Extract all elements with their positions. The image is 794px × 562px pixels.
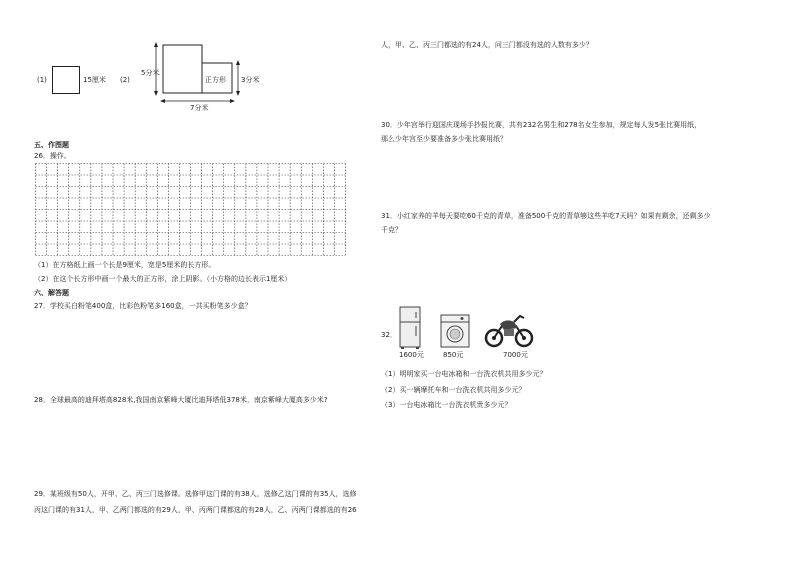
figure-2-label: (2) <box>120 76 130 84</box>
square-side-label-2: 3分米 <box>241 76 260 84</box>
question-26-sub2: （2）在这个长方形中画一个最大的正方形，涂上阴影。（小方格的边长表示1厘米） <box>34 275 292 283</box>
question-28: 28．全球最高的迪拜塔高828米,我国南京紫峰大厦比迪拜塔低378米，南京紫峰大厦高多少米? <box>34 396 328 404</box>
question-29-line3: 人，甲、乙、丙三门都选的有24人，问三门都没有选的人数有多少？ <box>381 41 593 49</box>
question-32-sub3: （3）一台电冰箱比一台洗衣机贵多少元？ <box>381 401 512 409</box>
square-name-label: 正方形 <box>205 76 226 84</box>
question-31-line1: 31．小红家养的羊每天要吃60千克的青草，准备500千克的青草够这些羊吃7天吗？如果有剩余，还剩多少 <box>381 212 711 220</box>
question-26: 26．操作。 <box>34 152 71 160</box>
question-29-line2: 丙这门课的有31人，甲、乙两门都选的有29人，甲、丙两门课都选的有28人，乙、丙两门课都选的有26 <box>34 506 357 514</box>
figure-1-label: (1) <box>37 76 47 84</box>
height-label: 5分米 <box>141 69 160 77</box>
question-29-line1: 29．某班级有50人，开甲、乙、丙三门选修课。选修甲这门课的有38人，选修乙这门课的有35人，选修 <box>34 490 357 498</box>
width-label: 7分米 <box>190 104 209 112</box>
question-30-line1: 30．少年宫举行迎国庆现场手抄报比赛，共有232名男生和278名女生参加，规定每人发5张比赛用纸， <box>381 121 702 129</box>
motorcycle-icon <box>484 312 534 348</box>
question-27: 27．学校买白粉笔400盒，比彩色粉笔多160盒，一共买粉笔多少盒？ <box>34 302 252 310</box>
motorcycle-price: 7000元 <box>503 351 528 359</box>
question-32-sub2: （2）买一辆摩托车和一台洗衣机共用多少元？ <box>381 386 526 394</box>
square-side-label: 15厘米 <box>83 76 106 84</box>
question-32-sub1: （1）明明家买一台电冰箱和一台洗衣机共用多少元？ <box>381 370 547 378</box>
washing-machine-icon <box>440 314 470 348</box>
section-5-title: 五、作图题 <box>34 141 69 149</box>
question-32: 32． <box>381 331 397 339</box>
washer-price: 850元 <box>443 351 464 359</box>
fridge-price: 1600元 <box>399 351 424 359</box>
refrigerator-icon <box>398 306 422 350</box>
question-30-line2: 那么少年宫至少要准备多少张比赛用纸？ <box>381 135 507 143</box>
dotted-grid <box>35 163 346 256</box>
square-figure <box>52 66 80 94</box>
question-31-line2: 千克？ <box>381 226 402 234</box>
question-26-sub1: （1）在方格纸上画一个长是9厘米，宽是5厘米的长方形。 <box>34 261 216 269</box>
section-6-title: 六、解答题 <box>34 289 69 297</box>
